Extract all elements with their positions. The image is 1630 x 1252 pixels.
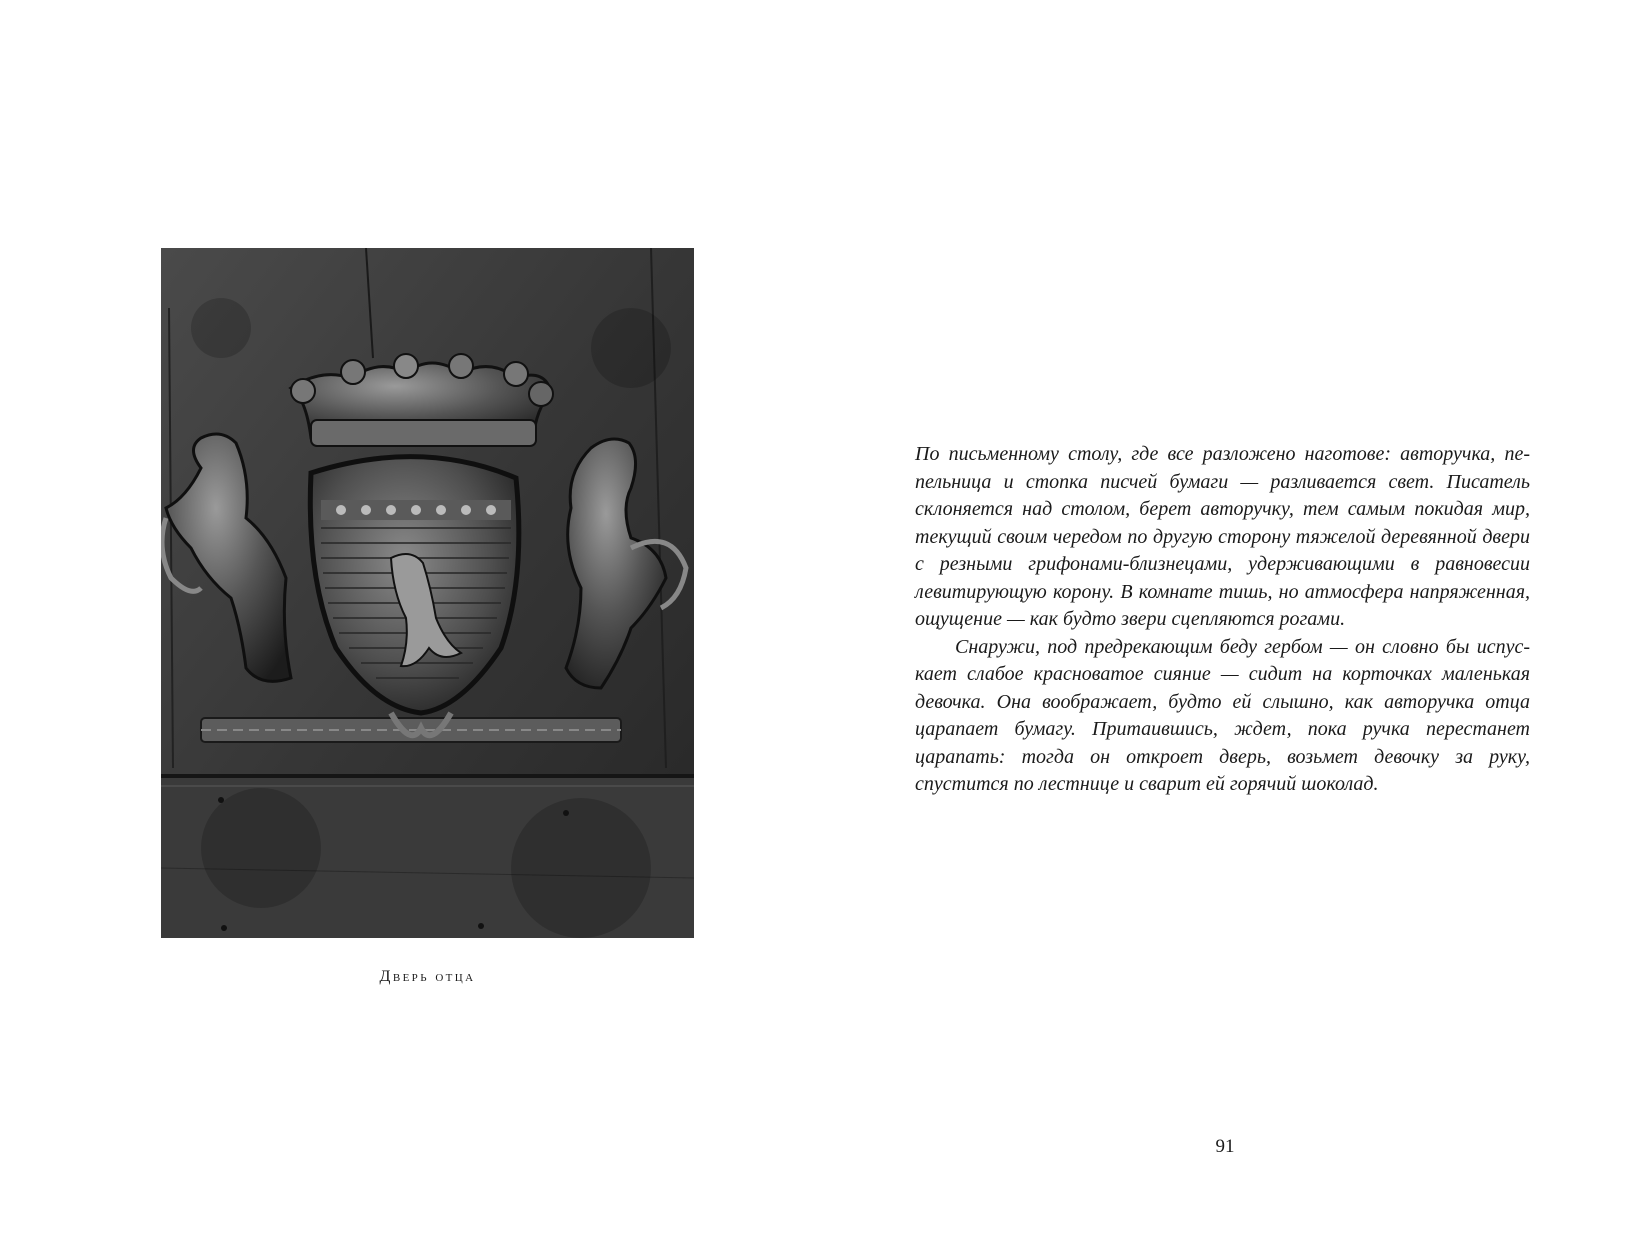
paragraph-1: По письменному столу, где все разложено наготове: авторучка, пепельница и стопка писчей бумаги — разливается свет. Писатель склоняется над столом, берет авторучку, тем самым покидая мир, текущий своим чередом по другую сторону тяжелой деревянной двери с резными грифонами-близнецами, удерживающими в равновесии левитирующую корону. В комнате тишь, но атмосфера напряженная, ощущение — как будто звери сцепляются рогами. xyxy=(915,443,1530,630)
page-number: 91 xyxy=(1215,1136,1235,1157)
photo-caption: Дверь отца xyxy=(379,968,476,985)
photo-coat-of-arms-door xyxy=(161,248,694,938)
paragraph-2: Снаружи, под предрекающим беду гербом — он словно бы испускает слабое красноватое сияние — сидит на корточках маленькая девочка. Она воображает, будто ей слышно, как авторучка отца царапает бумагу. Притаившись, ждет, пока ручка перестанет царапать: тогда он откроет дверь, возьмет девочку за руку, спустится по лестнице и сварит ей горячий шоколад. xyxy=(915,635,1530,795)
coat-of-arms-image xyxy=(161,248,694,938)
body-text xyxy=(915,441,1530,799)
right-page xyxy=(815,0,1630,1252)
